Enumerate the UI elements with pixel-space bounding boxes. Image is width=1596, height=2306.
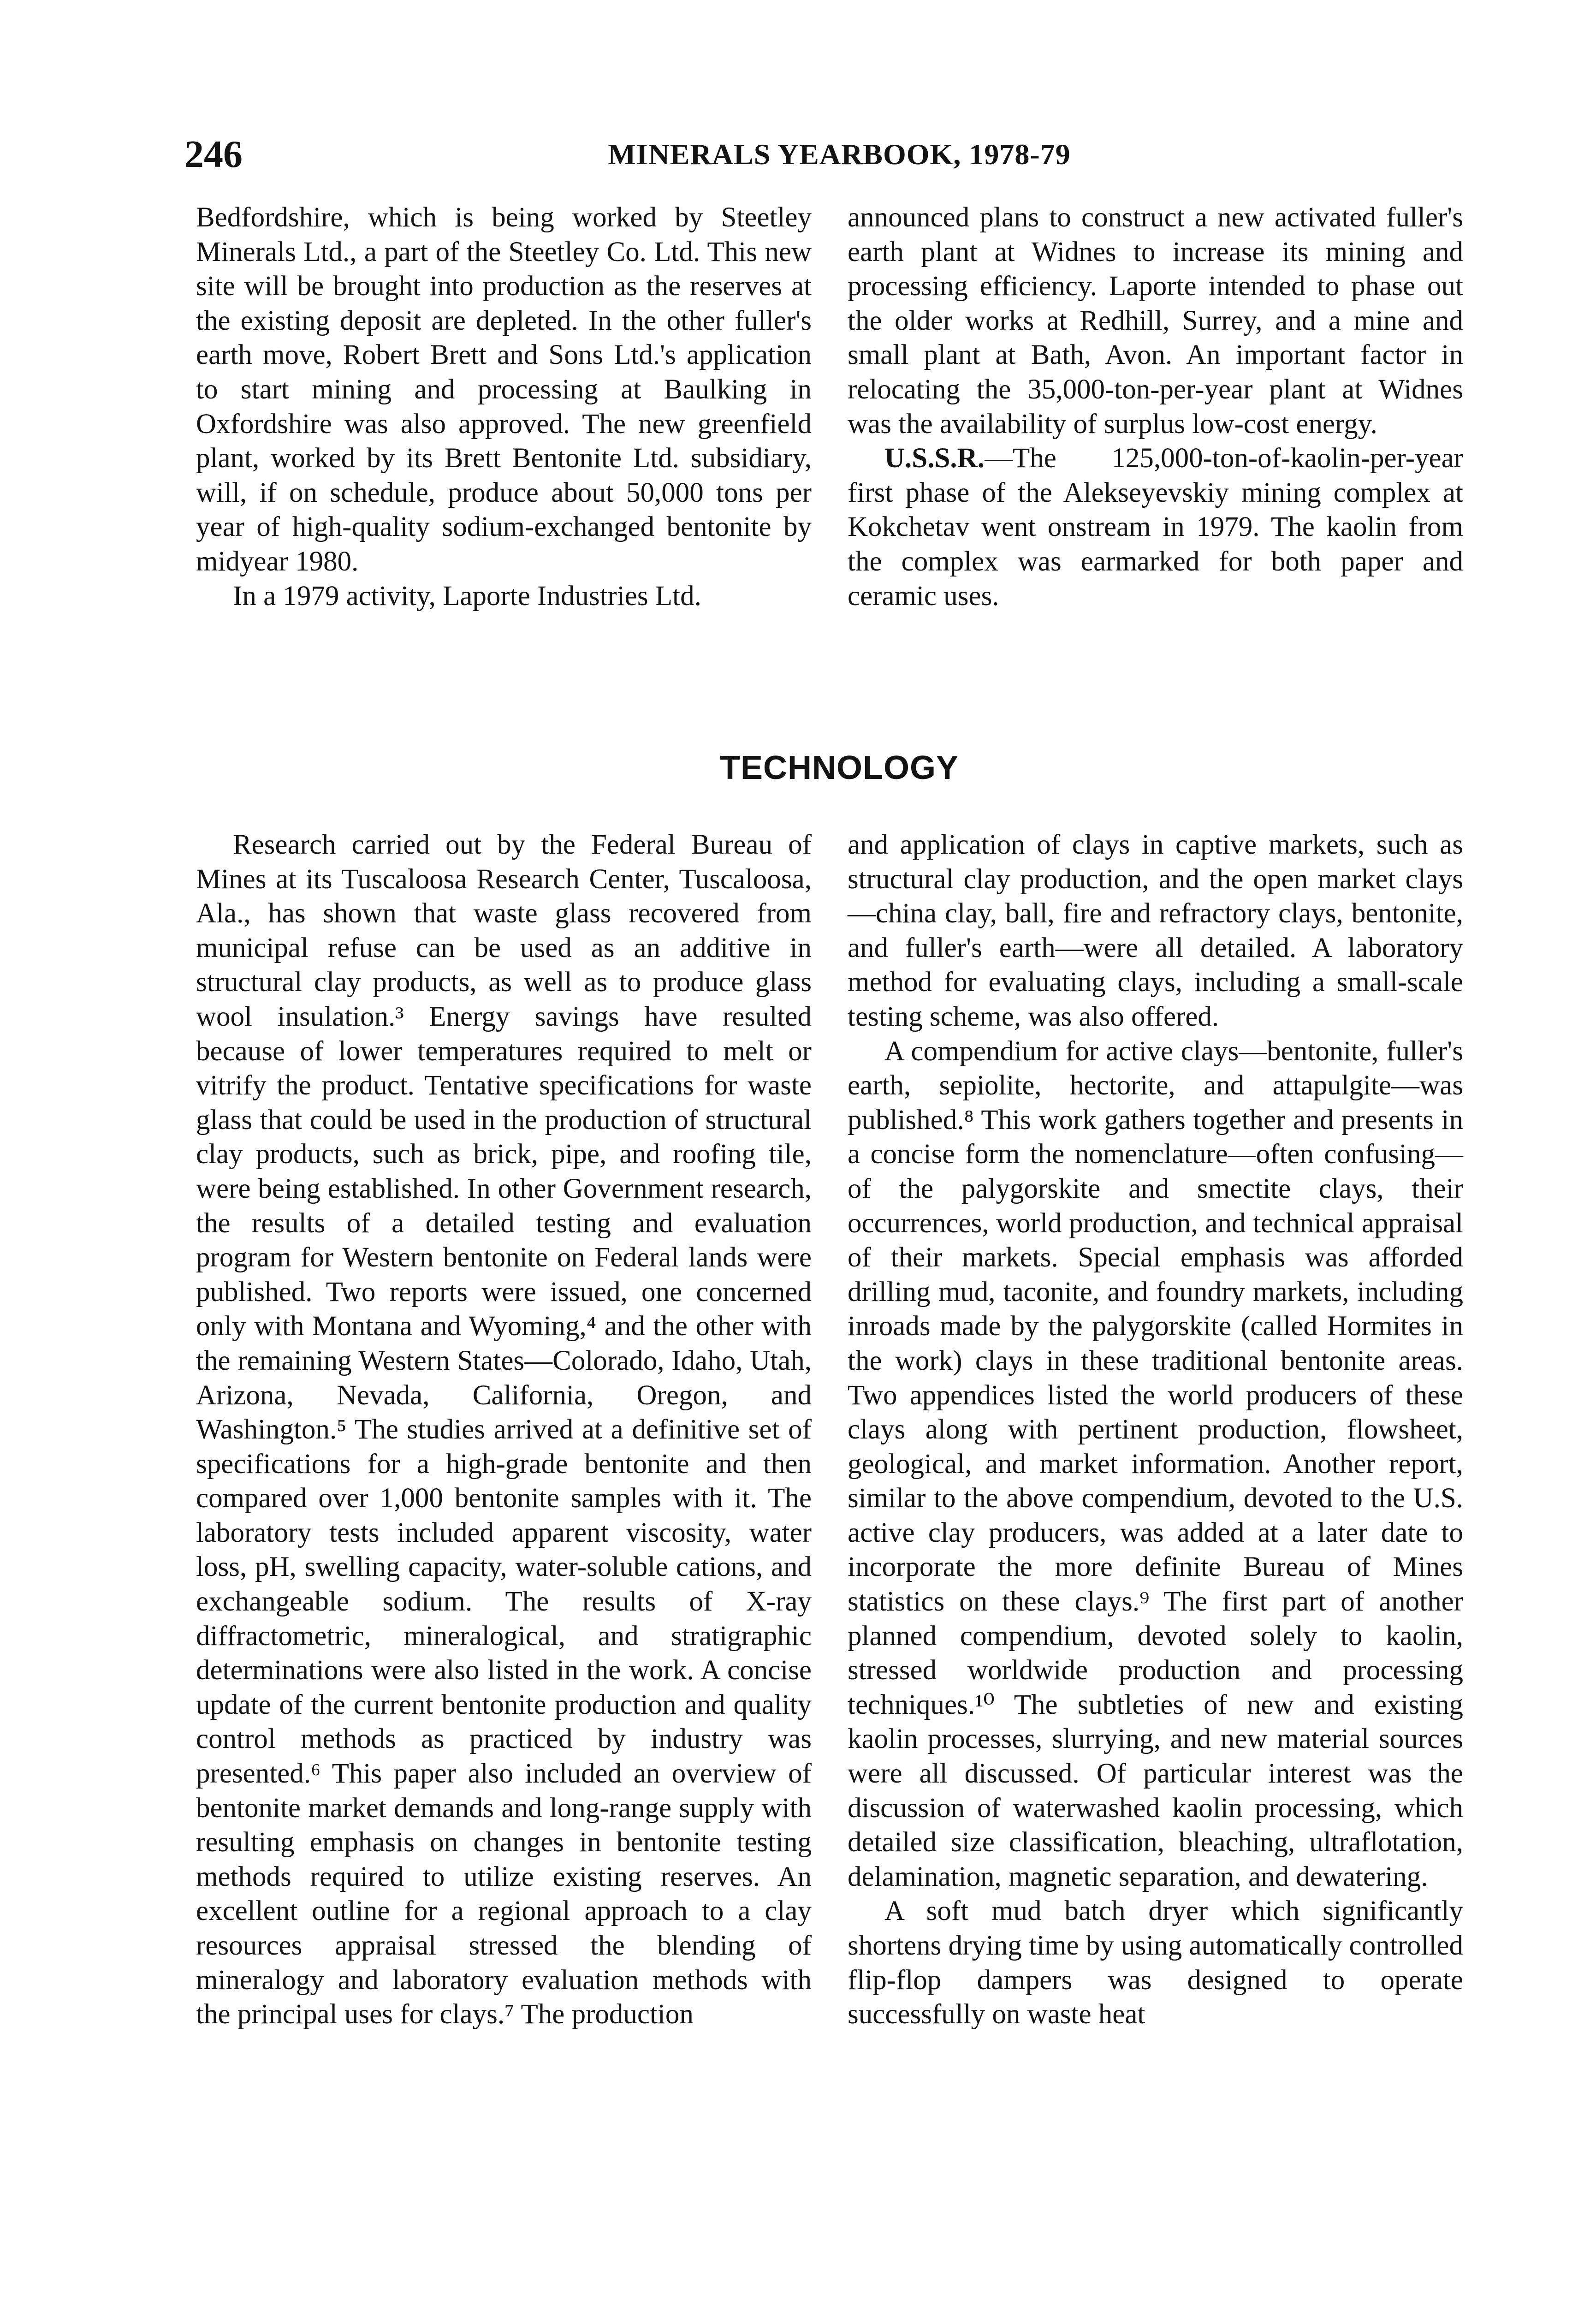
paragraph: A compendium for active clays—bentonite, fuller's earth, sepiolite, hectorite, and attapulgite—was published.⁸ This work gathers together and presents in a concise form the nomenclature—often confusing—of the palygorskite and smectite clays, their occurrences, world production, and technical appraisal of their markets. Special emphasis was afforded drilling mud, taconite, and foundry markets, including inroads made by the palygorskite (called Hormites in the work) clays in these traditional bentonite areas. Two appendices listed the world producers of these clays along with pertinent production, flowsheet, geological, and market information. Another report, similar to the above compendium, devoted to the U.S. active clay producers, was added at a later date to incorporate the more definite Bureau of Mines statistics on these clays.⁹ The first part of another planned compendium, devoted solely to kaolin, stressed worldwide production and processing techniques.¹⁰ The subtleties of new and existing kaolin processes, slurrying, and new material sources were all discussed. Of particular interest was the discussion of waterwashed kaolin processing, which detailed size classification, bleaching, ultraflotation, delamination, magnetic separation, and dewatering. — [848, 1035, 1463, 1892]
country-run-in-heading: U.S.S.R. — [884, 443, 985, 474]
paragraph: Bedfordshire, which is being worked by Steetley Minerals Ltd., a part of the Steetley Co. Ltd. This new site will be brought into production as the reserves at the existing deposit are depleted. In the other fuller's earth move, Robert Brett and Sons Ltd.'s application to start mining and processing at Baulking in Oxfordshire was also approved. The new greenfield plant, worked by its Brett Bentonite Ltd. subsidiary, will, if on schedule, produce about 50,000 tons per year of high-quality sodium-exchanged bentonite by midyear 1980. — [196, 202, 812, 577]
paragraph: A soft mud batch dryer which significantly shortens drying time by using automatically controlled flip-flop dampers was designed to operate successfully on waste heat — [848, 1896, 1463, 2030]
paragraph: and application of clays in captive markets, such as structural clay production, and the open market clays—china clay, ball, fire and refractory clays, bentonite, and fuller's earth—were all detailed. A laboratory method for evaluating clays, including a small-scale testing scheme, was also offered. — [848, 829, 1463, 1032]
paragraph: Research carried out by the Federal Bureau of Mines at its Tuscaloosa Research Center, Tuscaloosa, Ala., has shown that waste glass recovered from municipal refuse can be used as an additive in structural clay products, as well as to produce glass wool insulation.³ Energy savings have resulted because of lower temperatures required to melt or vitrify the product. Tentative specifications for waste glass that could be used in the production of structural clay products, such as brick, pipe, and roofing tile, were being established. In other Government research, the results of a detailed testing and evaluation program for Western bentonite on Federal lands were published. Two reports were issued, one concerned only with Montana and Wyoming,⁴ and the other with the remaining Western States—Colorado, Idaho, Utah, Arizona, Nevada, California, Oregon, and Washington.⁵ The studies arrived at a definitive set of specifications for a high-grade bentonite and then compared over 1,000 bentonite samples with it. The laboratory tests included apparent viscosity, water loss, pH, swelling capacity, water-soluble cations, and exchangeable sodium. The results of X-ray diffractometric, mineralogical, and stratigraphic determinations were also listed in the work. A concise update of the current bentonite production and quality control methods as practiced by industry was presented.⁶ This paper also included an overview of bentonite market demands and long-range supply with resulting emphasis on changes in bentonite testing methods required to utilize existing reserves. An excellent outline for a regional approach to a clay resources appraisal stressed the blending of mineralogy and laboratory evaluation methods with the principal uses for clays.⁷ The production — [196, 829, 812, 2030]
running-title: MINERALS YEARBOOK, 1978-79 — [608, 138, 1071, 171]
paragraph-ussr — [848, 441, 1463, 613]
column-bottom-left — [196, 828, 812, 2032]
section-heading: TECHNOLOGY — [719, 749, 959, 786]
paragraph: announced plans to construct a new activated fuller's earth plant at Widnes to increase its mining and processing efficiency. Laporte intended to phase out the older works at Redhill, Surrey, and a mine and small plant at Bath, Avon. An important factor in relocating the 35,000-ton-per-year plant at Widnes was the availability of surplus low-cost energy. — [848, 202, 1463, 440]
paragraph: In a 1979 activity, Laporte Industries Ltd. — [233, 580, 701, 612]
paragraph-text: —The 125,000-ton-of-kaolin-per-year first phase of the Alekseyevskiy mining complex at Kokchetav went onstream in 1979. The kaolin from the complex was earmarked for both paper and ceramic uses. — [848, 443, 1463, 612]
column-top-right — [848, 201, 1463, 613]
running-head — [184, 129, 1494, 180]
column-bottom-right — [848, 828, 1463, 2032]
column-top-left — [196, 201, 812, 613]
page-number: 246 — [184, 133, 243, 176]
